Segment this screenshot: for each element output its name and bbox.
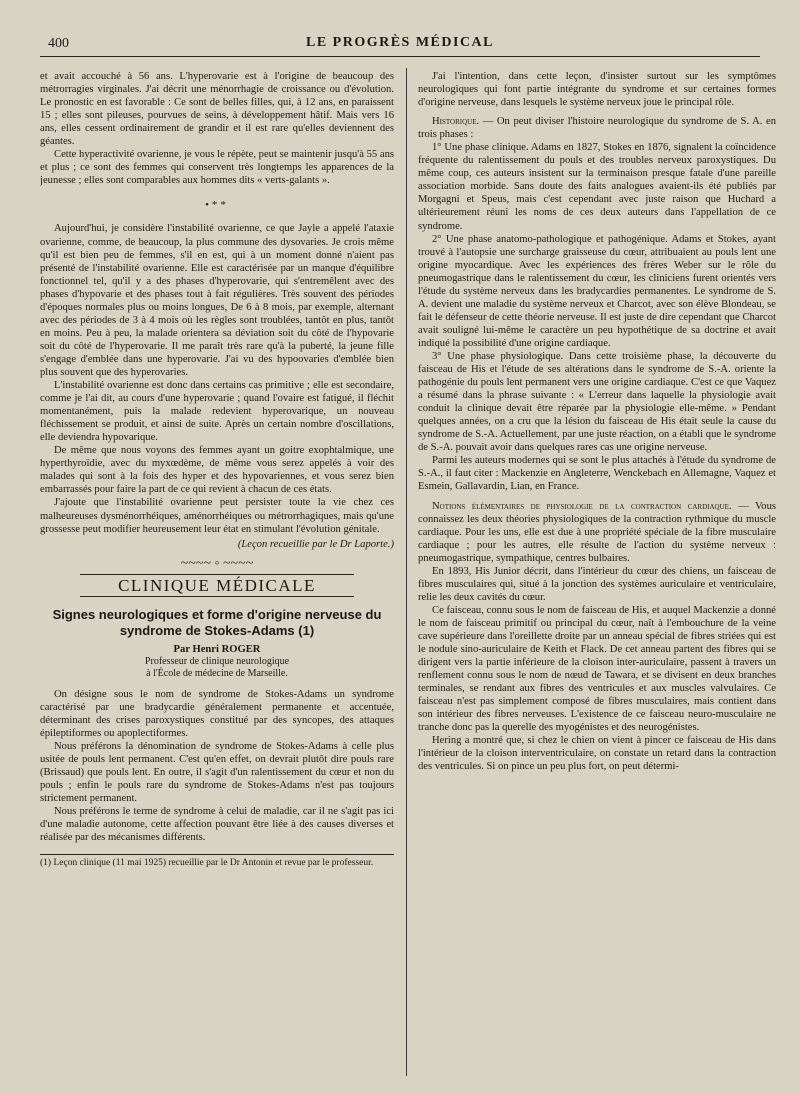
paragraph: On désigne sous le nom de syndrome de Stokes-Adams un syndrome caractérisé par une bradycardie généralement permanente et accentuée, déterminant des crises paroxystiques constitué par des syncopes, des attaques épileptiformes ou apoplectiformes. — [40, 688, 394, 739]
lesson-signoff: (Leçon recueillie par le Dr Laporte.) — [237, 538, 394, 550]
paragraph: 3° Une phase physiologique. Dans cette troisième phase, la découverte du faisceau de His et l'étude de ses altérations dans le syndrome de S.-A. oriente la pathogénie du pouls lent permanent vers une origine cardiaque. C'est ce que Vaquez a résumé dans la phrase suivante : « L'erreur dans laquelle la physiologie avait conduit la clinique devait être réparée par la physiologie elle-même. » Pendant quelques années, on a cru que la lésion du faisceau de His était seule la cause du syndrome de S.-A. Actuellement, par une juste réaction, on a établi que le syndrome de S.-A. pouvait avoir dans quelques rares cas une origine nerveuse. — [418, 350, 776, 454]
paragraph: Hering a montré que, si chez le chien on vient à pincer ce faisceau de His dans l'intérieur de la cloison interventriculaire, on constate un retard dans la contraction des ventricules. Si on pince un peu plus fort, on peut détermi- — [418, 735, 776, 773]
journal-title: LE PROGRÈS MÉDICAL — [305, 35, 495, 50]
paragraph: En 1893, His Junior décrit, dans l'intérieur du cœur des chiens, un faisceau de fibres musculaires qui, situé à la jonction des systèmes auriculaire et ventriculaire, relie les deux cavités du cœur. — [418, 565, 776, 603]
section-lead: Historique. — [432, 116, 480, 128]
affiliation-line: Professeur de clinique neurologique — [144, 655, 290, 667]
left-column — [40, 70, 394, 1074]
paragraph: J'ai l'intention, dans cette leçon, d'insister surtout sur les symptômes neurologiques qui font partie intégrante du syndrome et sur certaines formes d'origine nerveuse, dans lesquels le système nerveux joue le principal rôle. — [418, 71, 776, 109]
paragraph: Ce faisceau, connu sous le nom de faisceau de His, et auquel Mackenzie a donné le nom de faisceau primitif ou principal du cœur, naît à l'embouchure de la veine cave supérieure dans l'oreillette droite par un anneau spécial de fibres striées qui est le nodule sino-auriculaire de Keith et Flack. De cet anneau partent des fibres qui se dirigent vers la partie inférieure de la cloison inter-auriculaire, passent à travers un renflement connu sous le nom de nœud de Tawara, et se divisent en deux branches terminales, se rendant aux fibres des ventricules et aux muscles valvulaires. Ce faisceau n'est pas simplement composé de fibres musculaires, mais contient dans son intérieur des fibres nerveuses. L'existence de ce faisceau neuro-musculaire ne tranche donc pas la querelle des myogénistes et des neurogénistes. — [418, 604, 776, 734]
paragraph: Parmi les auteurs modernes qui se sont le plus attachés à l'étude du syndrome de S.-A., il faut citer : Mackenzie en Angleterre, Wenckebach en Allemagne, Vaquez et Esmein, Gallavardin, Lian, en France. — [418, 455, 776, 493]
page-number: 400 — [48, 36, 69, 51]
paragraph: et avait accouché à 56 ans. L'hyperovarie est à l'origine de beaucoup des métrorragies virginales. J'ai décrit une ménorrhagie de croissance ou d'évolution. Le pronostic en est favorable : Ce sont de belles filles, qui, à 12 ans, en paraissent 15 ; elles sont pileuses, pourvues de seins, à développement hâtif. Mais vers 16 ans, elles cessent ordinairement de grandir et il est rare qu'elles deviennent des géantes. — [40, 71, 394, 148]
paragraph: Nous préférons la dénomination de syndrome de Stokes-Adams à celle plus usitée de pouls lent permanent. C'est qu'en effet, on devrait plutôt dire pouls rare (Brissaud) que pouls lent. En outre, il s'agit d'un ralentissement du cœur et non du pouls ; enfin le pouls rare du syndrome de Stokes-Adams n'est pas toujours strictement permanent. — [40, 740, 394, 805]
section-text: — On peut diviser l'histoire neurologique du syndrome de S. A. en trois phases : — [418, 116, 776, 141]
paragraph: Nous préférons le terme de syndrome à celui de maladie, car il ne s'agit pas ici d'une maladie autonome, cette affection pouvant être liée à des causes diverses et réalisée par des mécanismes différents. — [40, 806, 394, 844]
paragraph: 2° Une phase anatomo-pathologique et pathogénique. Adams et Stokes, ayant trouvé à l'autopsie une surcharge graisseuse du cœur, attribuaient au pouls lent une origine myocardique. Avec les expériences des frères Weber sur le rôle du pneumogastrique dans le ralentissement du cœur, les cliniciens furent orientés vers l'étude du système nerveux dans les bradycardies permanentes. Le syndrome de S. A. devient une maladie du système nerveux et Charcot, avec son élève Blondeau, se fait le défenseur de cette théorie nerveuse. Il est juste de dire cependant que Charcot avait souligné lui-même le caractère un peu hypothétique de sa doctrine et avait indiqué la possibilité d'une origine cardiaque. — [418, 233, 776, 349]
column-rule — [406, 68, 407, 1076]
paragraph — [418, 500, 776, 565]
section-text: — Vous connaissez les deux théories physiologiques de la contraction rythmique du muscle cardiaque. Pour les uns, elle est due à une propriété spéciale de la fibre musculaire cardiaque ; pour les autres, elle résulte de l'action du système nerveux : pneumogastrique, sympathique, centres bulbaires. — [418, 500, 776, 564]
section-lead: Notions élémentaires de physiologie de la contraction cardiaque. — [432, 500, 732, 512]
paragraph: Cette hyperactivité ovarienne, je vous le répète, peut se maintenir jusqu'à 55 ans et plus ; ce sont des femmes qui conservent très longtemps les apparences de la jeunesse ; elles sont comparables aux hommes dits « verts-galants ». — [40, 149, 394, 187]
footnote: (1) Leçon clinique (11 mai 1925) recueillie par le Dr Antonin et revue par le professeur. — [40, 854, 394, 870]
author-affiliation — [40, 656, 394, 680]
article-byline: Par Henri ROGER — [173, 643, 261, 655]
section-heading: CLINIQUE MÉDICALE — [80, 574, 354, 597]
section-asterism: •** — [205, 199, 229, 212]
affiliation-line: à l'École de médecine de Marseille. — [146, 667, 288, 679]
paragraph: Aujourd'hui, je considère l'instabilité ovarienne, ce que Jayle a appelé l'ataxie ovarienne, comme, de beaucoup, la plus commune des dysovaries. Je crois même qu'il est bien peu de femmes, s'il en est, qui à un moment donné n'aient pas présenté de l'instabilité ovarienne. Elle est caractérisée par un manque d'équilibre fonctionnel tel, qu'il y a des phases d'hyperovarie, qui s'entremêlent avec des phases d'hypovarie et des phases tout à fait régulières. Très souvent des périodes d'époques normales plus ou moins longues, De 6 à 8 mois, par exemple, alternant avec des périodes de 3 à 4 mois où les règles sont troublées, tantôt en plus, tantôt en moins. Peu à peu, la malade orientera sa déviation soit du côté de l'hypovarie soit du côté de l'hyperovarie. Il me paraît très rare qu'à la puberté, la jeune fille s'engage d'emblée dans une hyperovarie. J'ai vu des hypoovaries d'emblée bien plus souvent que des hyperovaries. — [40, 223, 394, 378]
page-header — [40, 30, 760, 57]
ornamental-divider: ~~~~ ◦ ~~~~ — [180, 555, 254, 571]
article-title: Signes neurologiques et forme d'origine nerveuse du syndrome de Stokes-Adams (1) — [52, 606, 382, 638]
paragraph: L'instabilité ovarienne est donc dans certains cas primitive ; elle est secondaire, comme je l'ai dit, au cours d'une hyperovarie ; quand l'ovaire est fatigué, il fléchit momentanément, puis la malade redevient hyperovarique, un nouveau fléchissement se produit, et ainsi de suite. Après un certain nombre d'oscillations, elle deviendra hypovarique. — [40, 380, 394, 444]
paragraph: 1° Une phase clinique. Adams en 1827, Stokes en 1876, signalent la coïncidence fréquente du ralentissement du pouls et des troubles nerveux paroxystiques. Du même coup, ces auteurs insistent sur la terminaison presque fatale d'une pareille association morbide. Sans doute des faits analogues avaient-ils été publiés par Morgagni et Speus, mais c'est cependant avec juste raison que Huchard a ultérieurement réuni les noms de ces deux auteurs dans l'appellation de ce syndrome. — [418, 142, 776, 232]
paragraph: J'ajoute que l'instabilité ovarienne peut persister toute la vie chez ces malheureuses dysménorrhéiques, aménorrhéiques ou métrorrhagiques, mais qu'une grossesse peut modifier heureusement leur état en stimulant l'évolution génitale. — [40, 497, 394, 535]
right-column — [418, 70, 776, 1074]
paragraph: De même que nous voyons des femmes ayant un goitre exophtalmique, une hyperthyroïdie, avec du myxœdème, de même vous serez appelés à voir des malades qui sont à la fois des hyper et des hypovariennes, et vous serez bien embarrassés pour faire la part de ce qui revient à chacun de ces états. — [40, 445, 394, 496]
paragraph — [418, 115, 776, 141]
